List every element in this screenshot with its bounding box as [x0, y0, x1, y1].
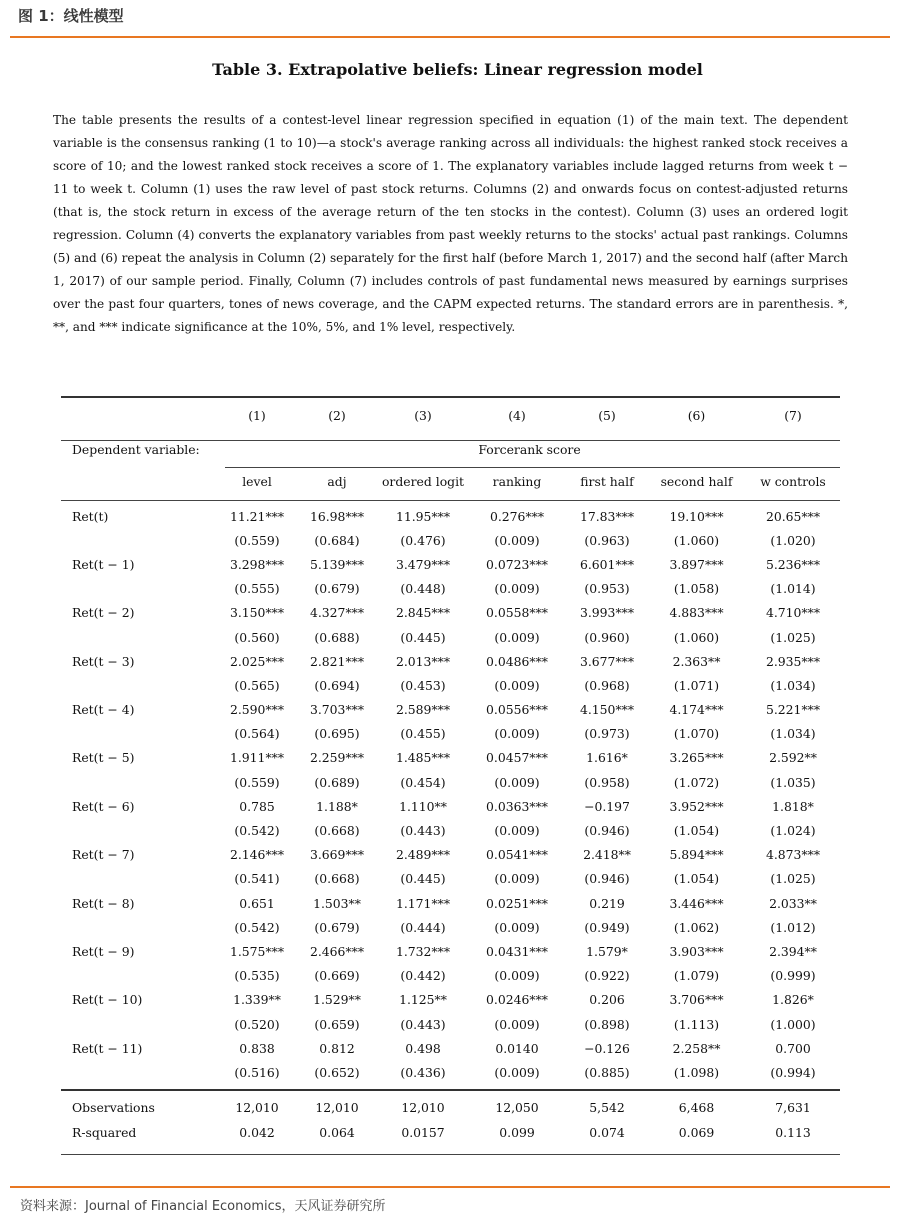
standard-error-row [61, 528, 840, 552]
coefficient-cell: 2.590*** [229, 702, 285, 718]
standard-error-cell: (1.079) [673, 968, 720, 984]
row-label-empty [61, 770, 219, 794]
coefficient-cell: 2.935*** [765, 653, 821, 669]
standard-error-cell: (1.034) [770, 726, 816, 742]
standard-error-cell: (0.443) [400, 823, 446, 839]
column-name: ordered logit [381, 473, 465, 489]
coefficient-cell: 1.826* [772, 992, 814, 1008]
coefficient-cell: 0.206 [589, 992, 625, 1008]
coefficient-cell: 1.125** [399, 992, 447, 1008]
coefficient-cell: 0.0556*** [486, 702, 548, 718]
coefficient-cell: 3.479*** [395, 556, 451, 572]
row-label-empty [61, 625, 219, 649]
standard-error-cell: (0.009) [494, 919, 540, 935]
observations-label: Observations [72, 1099, 155, 1115]
coefficient-cell: 3.265*** [669, 750, 724, 766]
column-number-row [61, 396, 840, 435]
standard-error-cell: (0.542) [234, 823, 280, 839]
coefficient-cell: 0.651 [239, 895, 275, 911]
table-title: Table 3. Extrapolative beliefs: Linear regression model [212, 60, 703, 79]
coefficient-cell: 2.845*** [395, 605, 451, 621]
coefficient-cell: 3.677*** [579, 653, 635, 669]
coefficient-cell: 2.258** [672, 1040, 721, 1056]
standard-error-cell: (0.898) [584, 1016, 630, 1032]
r-squared-cell: 0.113 [775, 1125, 811, 1140]
row-label: Ret(t − 7) [72, 847, 135, 863]
standard-error-row [61, 964, 840, 988]
coefficient-cell: 0.276*** [489, 508, 545, 524]
column-name: second half [660, 473, 733, 489]
coefficient-cell: 1.616* [586, 750, 628, 766]
coefficient-cell: 1.485*** [395, 750, 451, 766]
coefficient-cell: 0.785 [239, 798, 275, 814]
coefficient-cell: 11.21*** [229, 508, 285, 524]
row-label-empty [61, 818, 219, 842]
row-label: Ret(t − 6) [72, 798, 135, 814]
standard-error-row [61, 770, 840, 794]
standard-error-cell: (0.560) [234, 629, 280, 645]
coefficient-cell: 2.589*** [395, 702, 451, 718]
row-label: Ret(t − 11) [72, 1040, 143, 1056]
coefficient-cell: 0.812 [319, 1040, 355, 1056]
coefficient-cell: 20.65*** [765, 508, 821, 524]
coefficient-row [61, 698, 840, 722]
standard-error-cell: (1.058) [673, 581, 720, 597]
observations-cell: 12,010 [235, 1099, 279, 1115]
column-name-row [61, 464, 840, 498]
coefficient-row [61, 891, 840, 915]
standard-error-cell: (0.454) [400, 774, 446, 790]
standard-error-cell: (1.035) [770, 774, 816, 790]
coefficient-cell: 3.703*** [309, 702, 365, 718]
row-label-empty [61, 964, 219, 988]
standard-error-cell: (1.020) [770, 532, 816, 548]
coefficient-cell: 5.221*** [765, 702, 821, 718]
standard-error-cell: (0.555) [234, 581, 280, 597]
row-label: Ret(t) [72, 508, 109, 524]
coefficient-cell: 1.818* [772, 798, 814, 814]
standard-error-cell: (1.062) [673, 919, 720, 935]
coefficient-cell: 2.821*** [309, 653, 365, 669]
coefficient-row [61, 552, 840, 576]
standard-error-row [61, 867, 840, 891]
column-name: first half [580, 473, 634, 489]
row-label: Ret(t − 3) [72, 653, 135, 669]
standard-error-cell: (0.963) [584, 532, 630, 548]
r-squared-cell: 0.074 [589, 1125, 625, 1140]
row-label-empty [61, 915, 219, 939]
standard-error-cell: (0.476) [400, 532, 446, 548]
standard-error-cell: (0.516) [234, 1064, 280, 1080]
standard-error-cell: (1.012) [770, 919, 816, 935]
coefficient-cell: 2.363** [672, 653, 721, 669]
row-label: Ret(t − 2) [72, 605, 135, 621]
coefficient-row [61, 601, 840, 625]
row-label: Ret(t − 10) [72, 992, 143, 1008]
standard-error-cell: (0.669) [314, 968, 360, 984]
coefficient-cell: 3.993*** [579, 605, 635, 621]
coefficient-row [61, 988, 840, 1012]
coefficient-cell: 0.838 [239, 1040, 275, 1056]
column-number: (6) [687, 408, 706, 423]
standard-error-cell: (0.679) [314, 919, 360, 935]
coefficient-cell: 3.150*** [229, 605, 285, 621]
coefficient-cell: 3.298*** [229, 556, 285, 572]
standard-error-cell: (0.946) [584, 823, 630, 839]
coefficient-cell: 0.0457*** [486, 750, 548, 766]
standard-error-cell: (0.009) [494, 823, 540, 839]
coefficient-cell: 1.529** [313, 992, 361, 1008]
standard-error-cell: (0.885) [584, 1064, 630, 1080]
table-header-rule [61, 440, 840, 441]
standard-error-cell: (1.060) [673, 532, 720, 548]
observations-cell: 12,050 [495, 1099, 539, 1115]
r-squared-cell: 0.064 [319, 1125, 355, 1140]
coefficient-cell: 2.394** [769, 943, 817, 959]
column-number: (4) [508, 408, 526, 423]
coefficient-cell: 16.98*** [309, 508, 365, 524]
table-bottom-rule [61, 1154, 840, 1155]
standard-error-cell: (1.071) [673, 677, 720, 693]
coefficient-cell: 3.706*** [669, 992, 724, 1008]
standard-error-cell: (0.946) [584, 871, 630, 887]
coefficient-cell: 4.150*** [579, 702, 635, 718]
standard-error-cell: (1.098) [673, 1064, 720, 1080]
coefficient-cell: 1.171*** [395, 895, 451, 911]
coefficient-cell: 1.579* [586, 943, 628, 959]
column-name: adj [327, 473, 347, 489]
standard-error-cell: (1.070) [673, 726, 720, 742]
column-number: (5) [598, 408, 616, 423]
coefficient-row [61, 649, 840, 673]
row-label-empty [61, 1012, 219, 1036]
standard-error-cell: (0.695) [314, 726, 360, 742]
coefficient-cell: 4.873*** [765, 847, 821, 863]
standard-error-cell: (0.009) [494, 1016, 540, 1032]
observations-cell: 12,010 [401, 1099, 445, 1115]
column-number: (3) [414, 408, 432, 423]
standard-error-row [61, 673, 840, 697]
observations-cell: 7,631 [775, 1099, 811, 1115]
coefficient-cell: 0.0431*** [486, 943, 548, 959]
row-label-empty [61, 577, 219, 601]
coefficient-cell: 11.95*** [395, 508, 451, 524]
standard-error-cell: (0.455) [400, 726, 446, 742]
standard-error-cell: (0.009) [494, 774, 540, 790]
standard-error-cell: (0.448) [400, 581, 446, 597]
standard-error-cell: (0.453) [400, 677, 446, 693]
coefficient-row [61, 939, 840, 963]
coefficient-cell: 2.033** [769, 895, 817, 911]
standard-error-cell: (0.668) [314, 823, 360, 839]
coefficient-cell: 0.0723*** [486, 556, 548, 572]
standard-error-cell: (0.442) [400, 968, 446, 984]
coefficient-cell: 0.0541*** [486, 847, 548, 863]
standard-error-cell: (0.445) [400, 871, 446, 887]
standard-error-cell: (0.668) [314, 871, 360, 887]
coefficient-cell: 3.897*** [669, 556, 724, 572]
coefficient-cell: 0.0140 [495, 1040, 539, 1056]
coefficient-cell: 5.894*** [669, 847, 724, 863]
regression-table [61, 396, 840, 1144]
standard-error-cell: (0.535) [234, 968, 280, 984]
standard-error-row [61, 915, 840, 939]
standard-error-cell: (1.060) [673, 629, 720, 645]
r-squared-cell: 0.042 [239, 1125, 275, 1140]
row-label-empty [61, 722, 219, 746]
standard-error-cell: (0.009) [494, 677, 540, 693]
row-label-empty [61, 867, 219, 891]
standard-error-cell: (0.960) [584, 629, 630, 645]
coefficient-cell: 0.0363*** [486, 798, 548, 814]
standard-error-cell: (1.034) [770, 677, 816, 693]
figure-header [10, 0, 890, 38]
standard-error-row [61, 1012, 840, 1036]
coefficient-row [61, 1036, 840, 1060]
coefficient-cell: 5.236*** [765, 556, 821, 572]
coefficient-cell: 0.0558*** [486, 605, 548, 621]
standard-error-cell: (1.024) [770, 823, 816, 839]
column-name: ranking [492, 473, 542, 489]
standard-error-cell: (0.009) [494, 871, 540, 887]
coefficient-cell: 6.601*** [579, 556, 635, 572]
standard-error-cell: (0.679) [314, 581, 360, 597]
standard-error-cell: (0.958) [584, 774, 630, 790]
coefficient-cell: 2.418** [583, 847, 631, 863]
row-label: Ret(t − 1) [72, 556, 135, 572]
column-number: (2) [328, 408, 346, 423]
row-label: Ret(t − 8) [72, 895, 135, 911]
row-label-empty [61, 528, 219, 552]
coefficient-cell: 0.219 [589, 895, 625, 911]
coefficient-cell: 1.911*** [229, 750, 285, 766]
coefficient-cell: 4.710*** [765, 605, 821, 621]
r-squared-label: R-squared [72, 1125, 137, 1140]
standard-error-cell: (0.684) [314, 532, 360, 548]
standard-error-cell: (0.564) [234, 726, 280, 742]
standard-error-row [61, 722, 840, 746]
standard-error-cell: (0.688) [314, 629, 360, 645]
standard-error-cell: (0.445) [400, 629, 446, 645]
standard-error-cell: (1.072) [673, 774, 720, 790]
table-stats-rule [61, 1089, 840, 1091]
coefficient-cell: 5.139*** [309, 556, 365, 572]
coefficient-cell: 3.669*** [309, 847, 365, 863]
coefficient-cell: −0.197 [584, 798, 630, 814]
row-label-empty [61, 1060, 219, 1084]
standard-error-cell: (0.565) [234, 677, 280, 693]
standard-error-row [61, 577, 840, 601]
standard-error-cell: (0.541) [234, 871, 280, 887]
standard-error-cell: (0.652) [314, 1064, 360, 1080]
standard-error-cell: (0.994) [770, 1064, 816, 1080]
coefficient-cell: 2.592** [769, 750, 817, 766]
row-label-empty [61, 673, 219, 697]
dependent-variable-name: Forcerank score [478, 442, 581, 457]
standard-error-cell: (1.014) [770, 581, 816, 597]
standard-error-cell: (0.559) [234, 774, 280, 790]
coefficient-cell: 1.339** [233, 992, 281, 1008]
table-subheader-rule [225, 467, 840, 468]
coefficient-cell: 1.732*** [395, 943, 451, 959]
coefficient-row [61, 746, 840, 770]
r-squared-cell: 0.069 [678, 1125, 715, 1140]
row-label: Ret(t − 4) [72, 702, 135, 718]
coefficient-cell: 0.498 [405, 1040, 441, 1056]
coefficient-cell: 3.952*** [669, 798, 724, 814]
standard-error-cell: (1.025) [770, 871, 816, 887]
standard-error-cell: (0.949) [584, 919, 630, 935]
standard-error-cell: (0.689) [314, 774, 360, 790]
standard-error-cell: (0.444) [400, 919, 446, 935]
column-number: (1) [248, 408, 266, 423]
standard-error-cell: (0.520) [234, 1016, 280, 1032]
standard-error-row [61, 818, 840, 842]
standard-error-cell: (1.000) [770, 1016, 816, 1032]
standard-error-row [61, 625, 840, 649]
observations-cell: 12,010 [315, 1099, 359, 1115]
coefficient-row [61, 794, 840, 818]
row-label: Ret(t − 5) [72, 750, 135, 766]
coefficient-row [61, 843, 840, 867]
coefficient-cell: 1.110** [399, 798, 447, 814]
coefficient-cell: 0.700 [775, 1040, 811, 1056]
coefficient-cell: 4.883*** [669, 605, 724, 621]
column-number: (7) [784, 408, 802, 423]
coefficient-cell: 2.466*** [309, 943, 365, 959]
standard-error-cell: (1.025) [770, 629, 816, 645]
coefficient-cell: 2.146*** [229, 847, 285, 863]
coefficient-cell: 0.0246*** [486, 992, 548, 1008]
source-note: 资料来源：Journal of Financial Economics，天风证券研究所 [20, 1199, 386, 1214]
standard-error-cell: (0.659) [314, 1016, 360, 1032]
coefficient-cell: 2.025*** [229, 653, 285, 669]
standard-error-cell: (0.443) [400, 1016, 446, 1032]
coefficient-cell: 4.327*** [309, 605, 365, 621]
coefficient-cell: 0.0251*** [486, 895, 548, 911]
table-caption: The table presents the results of a contest-level linear regression specified in equation (1) of the main text. The dependent variable is the consensus ranking (1 to 10)—a stock's average ranking across all individuals: the highest ranked stock receives a score of 10; and the lowest ranked stock receives a score of 1. The explanatory variables include lagged returns from week t − 11 to week t. Column (1) uses the raw level of past stock returns. Columns (2) and onwards focus on contest-adjusted returns (that is, the stock return in excess of the average return of the ten stocks in the contest). Column (3) uses an ordered logit regression. Column (4) converts the explanatory variables from past weekly returns to the stocks' actual past rankings. Columns (5) and (6) repeat the analysis in Column (2) separately for the first half (before March 1, 2017) and the second half (after March 1, 2017) of our sample period. Finally, Column (7) includes controls of past fundamental news measured by earnings surprises over the past four quarters, tones of news coverage, and the CAPM expected returns. The standard errors are in parenthesis. *, **, and *** indicate significance at the 10%, 5%, and 1% level, respectively. [53, 113, 848, 334]
coefficient-cell: 2.259*** [309, 750, 365, 766]
observations-cell: 6,468 [678, 1099, 715, 1115]
r-squared-cell: 0.099 [499, 1125, 535, 1140]
standard-error-cell: (0.953) [584, 581, 630, 597]
standard-error-cell: (0.973) [584, 726, 630, 742]
column-name: w controls [760, 473, 826, 489]
table-body-rule [61, 500, 840, 501]
standard-error-row [61, 1060, 840, 1084]
standard-error-cell: (0.559) [234, 532, 280, 548]
coefficient-cell: −0.126 [584, 1040, 630, 1056]
coefficient-cell: 3.903*** [669, 943, 724, 959]
r-squared-row [61, 1122, 840, 1144]
standard-error-cell: (1.113) [673, 1016, 720, 1032]
figure-label: 图 1：线性模型 [18, 7, 124, 25]
standard-error-cell: (1.054) [673, 823, 720, 839]
standard-error-cell: (0.542) [234, 919, 280, 935]
standard-error-cell: (0.999) [770, 968, 816, 984]
standard-error-cell: (1.054) [673, 871, 720, 887]
coefficient-cell: 19.10*** [669, 508, 724, 524]
standard-error-cell: (0.436) [400, 1064, 446, 1080]
dependent-variable-label: Dependent variable: [72, 442, 200, 457]
row-label: Ret(t − 9) [72, 943, 135, 959]
coefficient-cell: 3.446*** [669, 895, 724, 911]
coefficient-cell: 1.503** [313, 895, 361, 911]
standard-error-cell: (0.968) [584, 677, 630, 693]
coefficient-cell: 0.0486*** [486, 653, 548, 669]
standard-error-cell: (0.009) [494, 581, 540, 597]
coefficient-cell: 1.575*** [229, 943, 285, 959]
coefficient-cell: 1.188* [316, 798, 358, 814]
coefficient-cell: 4.174*** [669, 702, 724, 718]
coefficient-row [61, 498, 840, 528]
column-name: level [242, 473, 272, 489]
standard-error-cell: (0.009) [494, 532, 540, 548]
standard-error-cell: (0.694) [314, 677, 360, 693]
observations-cell: 5,542 [589, 1099, 625, 1115]
coefficient-cell: 2.489*** [395, 847, 451, 863]
standard-error-cell: (0.009) [494, 968, 540, 984]
r-squared-cell: 0.0157 [401, 1125, 445, 1140]
standard-error-cell: (0.922) [584, 968, 630, 984]
footer-rule [10, 1186, 890, 1188]
standard-error-cell: (0.009) [494, 1064, 540, 1080]
standard-error-cell: (0.009) [494, 726, 540, 742]
coefficient-cell: 17.83*** [579, 508, 635, 524]
coefficient-cell: 2.013*** [395, 653, 451, 669]
standard-error-cell: (0.009) [494, 629, 540, 645]
